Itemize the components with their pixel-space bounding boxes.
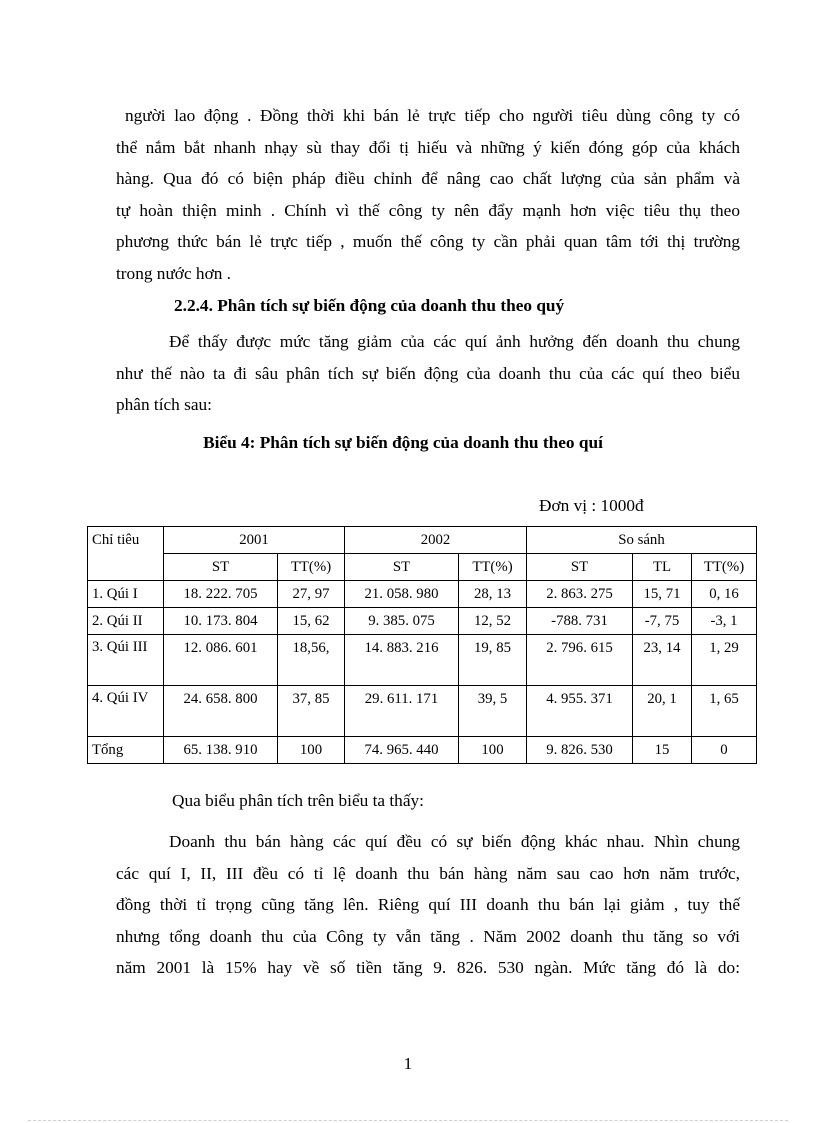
table-cell: 39, 5 [459,686,527,737]
table-cell: 0 [692,737,757,764]
table-cell: 100 [278,737,345,764]
table-cell: 28, 13 [459,581,527,608]
row-label: 1. Qúi I [88,581,164,608]
table-cell: 19, 85 [459,635,527,686]
section-heading: 2.2.4. Phân tích sự biến động của doanh thu theo quý [174,296,565,315]
table-cell: 18,56, [278,635,345,686]
row-label: Tổng [88,737,164,764]
table-cell: 9. 385. 075 [345,608,459,635]
subheader-cell: TT(%) [278,554,345,581]
table-row [88,635,757,686]
paragraph-line: phương thức bán lẻ trực tiếp , muốn thế công ty cần phải quan tâm tới thị trường [116,232,740,252]
unit-label: Đơn vị : 1000đ [539,496,644,515]
paragraph-2 [116,326,740,421]
paragraph-line: thể nắm bắt nhanh nhạy sù thay đổi tị hiếu và những ý kiến đóng góp của khách [116,137,740,157]
paragraph-line: trong nước hơn . [116,263,231,283]
table-cell: 0, 16 [692,581,757,608]
year-2002-header: 2002 [345,527,527,554]
paragraph-line: phân tích sau: [116,395,212,415]
table-total-row [88,737,757,764]
table-cell: 12, 52 [459,608,527,635]
table-cell: 65. 138. 910 [164,737,278,764]
table-cell: 4. 955. 371 [527,686,633,737]
table-cell: 20, 1 [633,686,692,737]
revenue-table [87,526,757,764]
row-label: 4. Qúi IV [88,686,164,737]
paragraph-line: người lao động . Đồng thời khi bán lẻ trực tiếp cho người tiêu dùng công ty có [125,106,740,125]
table-cell: 15 [633,737,692,764]
paragraph-line: tự hoàn thiện minh . Chính vì thế công ty nên đẩy mạnh hơn việc tiêu thụ theo [116,200,740,220]
table-cell: -788. 731 [527,608,633,635]
subheader-cell: ST [527,554,633,581]
indicator-header: Chỉ tiêu [88,527,164,581]
table-header-row [88,527,757,554]
paragraph-line: Để thấy được mức tăng giảm của các quí ảnh hưởng đến doanh thu chung [169,332,740,351]
paragraph-line: đồng thời tỉ trọng cũng tăng lên. Riêng quí III doanh thu bán lại giảm , tuy thế [116,895,740,915]
table-cell: -7, 75 [633,608,692,635]
table-cell: 24. 658. 800 [164,686,278,737]
row-label: 2. Qúi II [88,608,164,635]
paragraph-line: năm 2001 là 15% hay về số tiền tăng 9. 826. 530 ngàn. Mức tăng đó là do: [116,958,740,978]
paragraph-line: các quí I, II, III đều có tỉ lệ doanh thu bán hàng năm sau cao hơn năm trước, [116,863,740,883]
table-cell: 12. 086. 601 [164,635,278,686]
paragraph-line: như thế nào ta đi sâu phân tích sự biến động của doanh thu của các quí theo biểu [116,363,740,383]
year-2001-header: 2001 [164,527,345,554]
table-row [88,608,757,635]
table-cell: 15, 62 [278,608,345,635]
paragraph-line: hàng. Qua đó có biện pháp điều chỉnh để nâng cao chất lượng của sản phẩm và [116,169,740,189]
table-cell: 2. 796. 615 [527,635,633,686]
table-row [88,686,757,737]
table-cell: 1, 65 [692,686,757,737]
paragraph-1 [116,100,740,290]
subheader-cell: TL [633,554,692,581]
page-bottom-rule [28,1120,788,1121]
table-caption: Biểu 4: Phân tích sự biến động của doanh thu theo quí [203,433,603,452]
table-cell: 1, 29 [692,635,757,686]
subheader-cell: ST [164,554,278,581]
subheader-cell: ST [345,554,459,581]
table-cell: 9. 826. 530 [527,737,633,764]
table-cell: 23, 14 [633,635,692,686]
table-cell: 2. 863. 275 [527,581,633,608]
table-cell: 27, 97 [278,581,345,608]
analysis-intro: Qua biểu phân tích trên biểu ta thấy: [172,791,424,810]
compare-header: So sánh [527,527,757,554]
table-cell: 29. 611. 171 [345,686,459,737]
table-cell: -3, 1 [692,608,757,635]
row-label: 3. Qúi III [88,635,164,686]
table-subheader-row [88,554,757,581]
table-cell: 15, 71 [633,581,692,608]
subheader-cell: TT(%) [692,554,757,581]
table-cell: 18. 222. 705 [164,581,278,608]
table-cell: 21. 058. 980 [345,581,459,608]
paragraph-3 [116,826,740,984]
paragraph-line: Doanh thu bán hàng các quí đều có sự biến động khác nhau. Nhìn chung [169,832,740,851]
table-cell: 74. 965. 440 [345,737,459,764]
page-number: 1 [403,1054,413,1073]
table-cell: 14. 883. 216 [345,635,459,686]
table-row [88,581,757,608]
table-cell: 37, 85 [278,686,345,737]
subheader-cell: TT(%) [459,554,527,581]
table-cell: 10. 173. 804 [164,608,278,635]
table-cell: 100 [459,737,527,764]
paragraph-line: nhưng tổng doanh thu của Công ty vẫn tăng . Năm 2002 doanh thu tăng so với [116,926,740,946]
